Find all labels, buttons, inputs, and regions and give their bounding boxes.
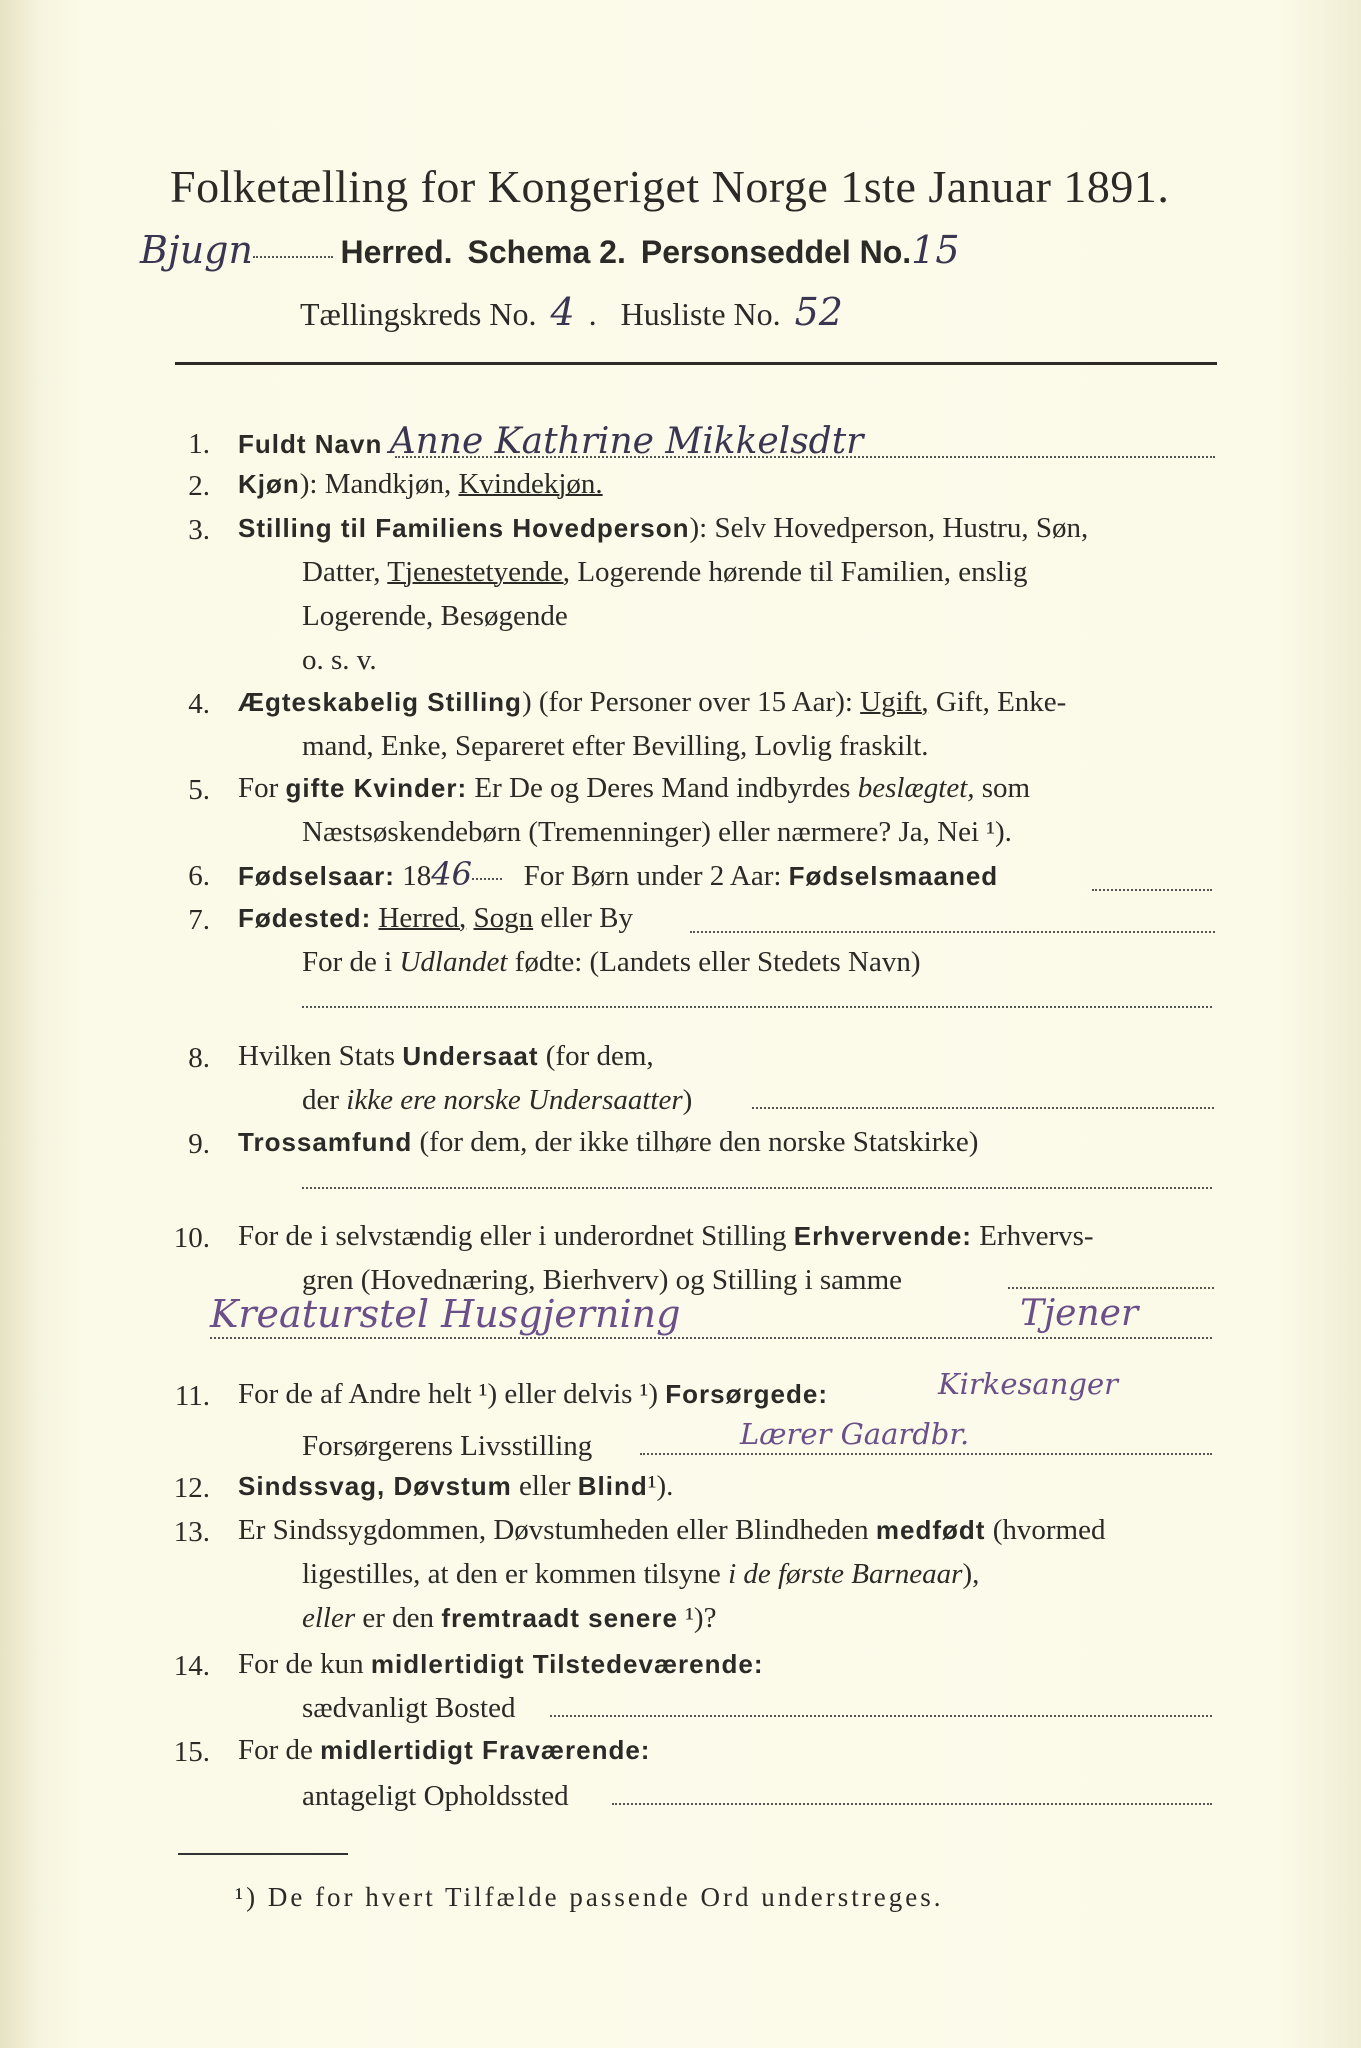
kreds-line: Tællingskreds No. 4 . Husliste No. 52 [300, 290, 843, 334]
herred-value: Bjugn [140, 228, 253, 272]
item-occupation: For de i selvstændig eller i underordnet Stilling Erhvervende: Erhvervs- [238, 1220, 1094, 1252]
item-number: 12. [173, 1472, 210, 1504]
item-birthplace: Fødested: Herred, Sogn eller By [238, 902, 633, 934]
item-disability: Sindssvag, Døvstum eller Blind¹). [238, 1470, 674, 1502]
marital-selected: Ugift, [860, 686, 929, 718]
family-position-selected: Tjenestetyende, [387, 556, 571, 588]
schema-label: Schema 2. [467, 234, 626, 270]
item-married-women: For gifte Kvinder: Er De og Deres Mand indbyrdes beslægtet, som [238, 772, 1031, 804]
personseddel-value: 15 [911, 228, 960, 272]
item-number: 9. [188, 1128, 210, 1160]
kreds-value: 4 [550, 290, 575, 334]
item-number: 10. [173, 1222, 210, 1254]
paper-edge [0, 0, 40, 2048]
item-temporary-absent: For de midlertidigt Fraværende: [238, 1734, 651, 1766]
form-title: Folketælling for Kongeriget Norge 1ste Januar 1891. [170, 161, 1170, 212]
item-number: 13. [173, 1516, 210, 1548]
item-nationality: Hvilken Stats Undersaat (for dem, [238, 1040, 654, 1072]
item-family-position: Stilling til Familiens Hovedperson): Selv Hovedperson, Hustru, Søn, [238, 512, 1089, 544]
item-number: 2. [188, 470, 210, 502]
item-number: 3. [188, 514, 210, 546]
item-temporary-present: For de kun midlertidigt Tilstedeværende: [238, 1648, 764, 1680]
item-label: Fuldt Navn [238, 429, 383, 459]
item-birth-year: Fødselsaar: 1846 For Børn under 2 Aar: Fødselsmaaned [238, 855, 999, 893]
item-number: 7. [188, 904, 210, 936]
item-marital-status: Ægteskabelig Stilling) (for Personer over 15 Aar): Ugift, Gift, Enke- [238, 686, 1067, 718]
item-number: 6. [188, 860, 210, 892]
item-supported: For de af Andre helt ¹) eller delvis ¹) Forsørgede: [238, 1378, 828, 1410]
item-number: 11. [174, 1380, 210, 1412]
position-value: Tjener [1020, 1293, 1139, 1334]
personseddel-label: Personseddel No. [640, 234, 912, 270]
header-rule [175, 362, 1217, 365]
item-number: 5. [188, 774, 210, 806]
full-name-value: Anne Kathrine Mikkelsdtr [389, 421, 864, 462]
kreds-label: Tællingskreds No. [300, 296, 537, 332]
item-full-name [238, 420, 863, 466]
item-number: 8. [188, 1042, 210, 1074]
item-number: 15. [173, 1736, 210, 1768]
herred-label: Herred. [340, 234, 453, 270]
item-number: 14. [173, 1650, 210, 1682]
husliste-label: Husliste No. [620, 296, 781, 332]
footnote: ¹) De for hvert Tilfælde passende Ord understreges. [235, 1882, 944, 1912]
item-gender: Kjøn): Mandkjøn, Kvindekjøn. [238, 468, 603, 500]
herred-line [140, 228, 960, 272]
supporter-value: Kirkesanger [938, 1367, 1118, 1401]
footnote-rule [178, 1853, 348, 1855]
husliste-value: 52 [794, 290, 843, 334]
item-number: 1. [188, 428, 210, 460]
occupation-value: Kreaturstel Husgjerning [210, 1292, 681, 1336]
birth-year-value: 46 [431, 855, 472, 893]
item-number: 4. [188, 688, 210, 720]
item-congenital: Er Sindssygdommen, Døvstumheden eller Blindheden medfødt (hvormed [238, 1514, 1106, 1546]
gender-selected: Kvindekjøn. [458, 468, 603, 500]
supporter-occupation-value: Lærer Gaardbr. [740, 1417, 970, 1451]
item-religion: Trossamfund (for dem, der ikke tilhøre den norske Statskirke) [238, 1126, 979, 1158]
